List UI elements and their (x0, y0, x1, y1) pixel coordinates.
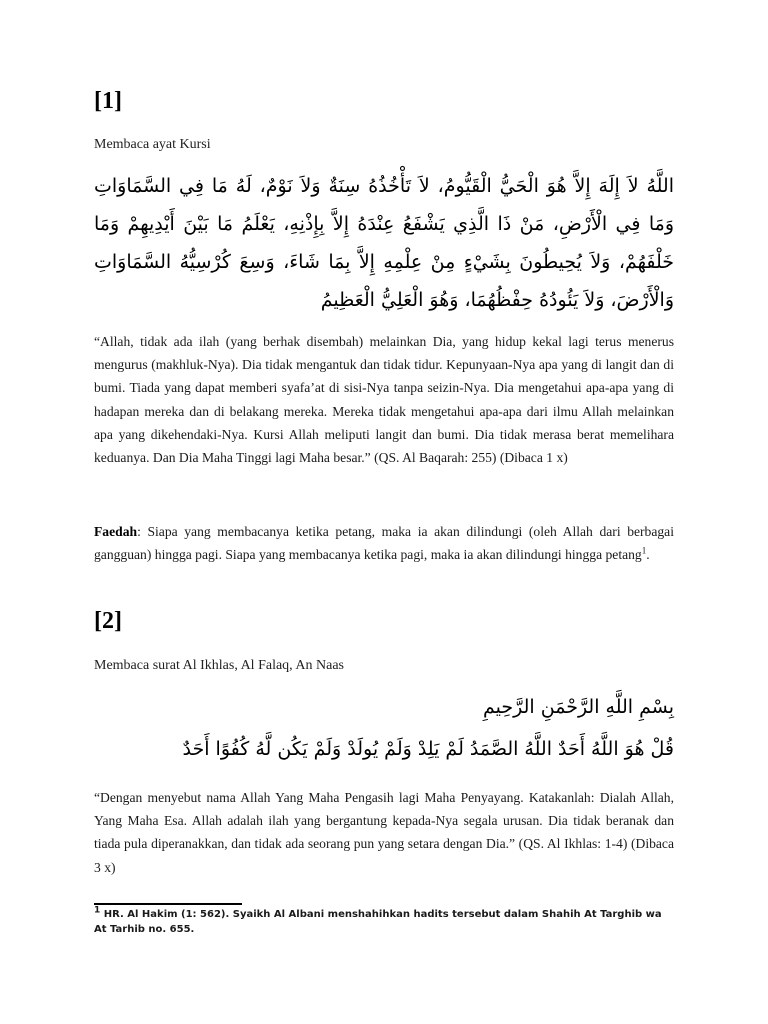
faedah-paragraph (94, 520, 674, 566)
ayat-kursi-arabic: اللَّهُ لاَ إِلَهَ إِلاَّ هُوَ الْحَيُّ الْقَيُّومُ، لاَ تَأْخُذُهُ سِنَةٌ وَلاَ نَوْمٌ، لَهُ مَا فِي السَّمَاوَاتِ وَمَا فِي الْأَرْضِ، مَنْ ذَا الَّذِي يَشْفَعُ عِنْدَهُ إِلاَّ بِإِذْنِهِ، يَعْلَمُ مَا بَيْنَ أَيْدِيهِمْ وَمَا خَلْفَهُمْ، وَلاَ يُحِيطُونَ بِشَيْءٍ مِنْ عِلْمِهِ إِلاَّ بِمَا شَاءَ، وَسِعَ كُرْسِيُّهُ السَّمَاوَاتِ وَالْأَرْضَ، وَلاَ يَئُودُهُ حِفْظُهُمَا، وَهُوَ الْعَلِيُّ الْعَظِيمُ (94, 175, 674, 311)
section-1-number: [1] (94, 88, 122, 114)
footnote-number: 1 (94, 905, 101, 916)
basmalah-arabic: بِسْمِ اللَّهِ الرَّحْمَنِ الرَّحِيمِ (483, 696, 674, 718)
faedah-end: . (646, 547, 650, 563)
faedah-text: : Siapa yang membacanya ketika petang, maka ia akan dilindungi (oleh Allah dari berbagai gangguan) hingga pagi. Siapa yang membacanya ketika pagi, maka ia akan dilindungi hingga petang (94, 524, 674, 563)
footnote-ref[interactable]: 1 (641, 545, 647, 556)
section-2-title: Membaca surat Al Ikhlas, Al Falaq, An Naas (94, 658, 345, 673)
footnote (94, 907, 674, 937)
al-ikhlas-translation: “Dengan menyebut nama Allah Yang Maha Pengasih lagi Maha Penyayang. Katakanlah: Dialah Allah, Yang Maha Esa. Allah adalah ilah yang bergantung kepada-Nya segala urusan. Dia tidak beranak dan tiada pula diperanakkan, dan tidak ada seorang pun yang setara dengan Dia.” (QS. Al Ikhlas: 1-4) (Dibaca 3 x) (94, 790, 674, 875)
ayat-kursi-translation: “Allah, tidak ada ilah (yang berhak disembah) melainkan Dia, yang hidup kekal lagi terus menerus mengurus (makhluk-Nya). Dia tidak mengantuk dan tidak tidur. Kepunyaan-Nya apa yang di langit dan di bumi. Tiada yang dapat memberi syafa’at di sisi-Nya tanpa seizin-Nya. Dia mengetahui apa-apa yang di hadapan mereka dan di belakang mereka. Mereka tidak mengetahui apa-apa dari ilmu Allah melainkan apa yang dikehendaki-Nya. Kursi Allah meliputi langit dan bumi. Dia tidak merasa berat memelihara keduanya. Dan Dia Maha Tinggi lagi Maha besar.” (QS. Al Baqarah: 255) (Dibaca 1 x) (94, 334, 674, 466)
faedah-label: Faedah (94, 524, 138, 539)
section-2-number: [2] (94, 608, 122, 634)
al-ikhlas-arabic: قُلْ هُوَ اللَّهُ أَحَدٌ اللَّهُ الصَّمَدُ لَمْ يَلِدْ وَلَمْ يُولَدْ وَلَمْ يَكُن لَّهُ كُفُوًا أَحَدٌ (182, 738, 674, 760)
footnote-text: HR. Al Hakim (1: 562). Syaikh Al Albani menshahihkan hadits tersebut dalam Shahih At Targhib wa At Tarhib no. 655. (94, 909, 662, 935)
footnote-divider (94, 903, 242, 905)
section-1-title: Membaca ayat Kursi (94, 137, 211, 152)
